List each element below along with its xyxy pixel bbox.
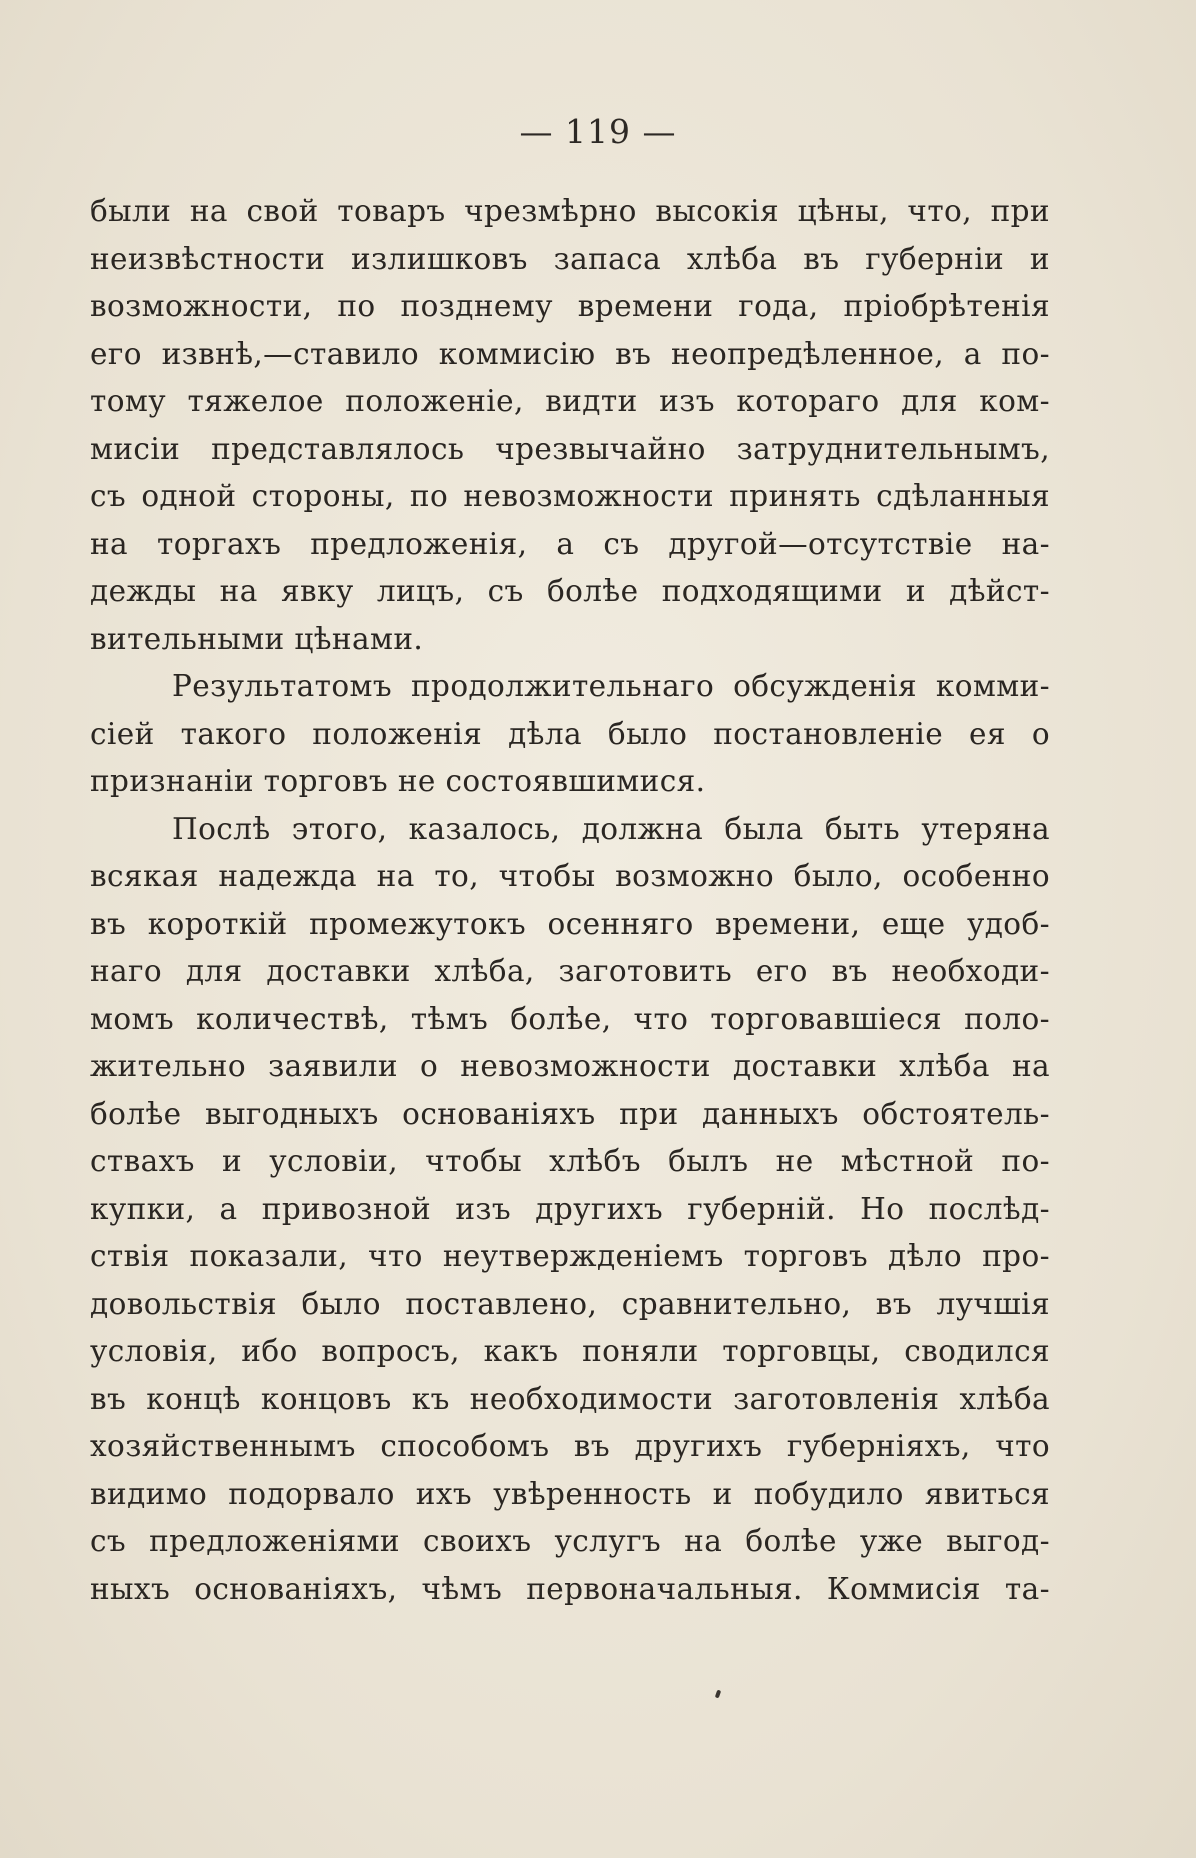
ink-speck	[715, 1690, 721, 1699]
text-line: въ короткій промежутокъ осенняго времени, еще удоб-	[90, 906, 1050, 941]
text-line: сіей такого положенія дѣла было постановленіе ея о	[90, 716, 1050, 751]
page-number: — 119 —	[519, 112, 677, 151]
text-line: на торгахъ предложенія, а съ другой—отсутствіе на-	[90, 526, 1050, 561]
text-line: съ предложеніями своихъ услугъ на болѣе уже выгод-	[90, 1524, 1050, 1558]
text-line: возможности, по позднему времени года, пріобрѣтенія	[90, 289, 1050, 323]
text-line: ствахъ и условіи, чтобы хлѣбъ былъ не мѣстной по-	[90, 1144, 1050, 1178]
text-line: признаніи торговъ не состоявшимися.	[90, 764, 706, 798]
text-line: ствія показали, что неутвержденіемъ торговъ дѣло про-	[90, 1239, 1050, 1273]
text-line: условія, ибо вопросъ, какъ поняли торговцы, сводился	[90, 1334, 1050, 1368]
text-line: момъ количествѣ, тѣмъ болѣе, что торговавшіеся поло-	[90, 1001, 1050, 1036]
text-line: его извнѣ,—ставило коммисію въ неопредѣленное, а по-	[90, 336, 1050, 371]
text-line: всякая надежда на то, чтобы возможно было, особенно	[90, 859, 1050, 893]
text-line: жительно заявили о невозможности доставки хлѣба на	[90, 1049, 1050, 1083]
text-line: довольствія было поставлено, сравнительно, въ лучшія	[90, 1286, 1050, 1321]
text-line: неизвѣстности излишковъ запаса хлѣба въ губерніи и	[90, 241, 1050, 276]
text-line: съ одной стороны, по невозможности принять сдѣланныя	[90, 479, 1050, 513]
text-line: болѣе выгодныхъ основаніяхъ при данныхъ обстоятель-	[90, 1096, 1050, 1131]
text-line: тому тяжелое положеніе, видти изъ котораго для ком-	[90, 384, 1050, 418]
text-line: ныхъ основаніяхъ, чѣмъ первоначальныя. Коммисія та-	[90, 1571, 1050, 1606]
text-line: были на свой товаръ чрезмѣрно высокія цѣны, что, при	[90, 194, 1050, 228]
text-line: въ концѣ концовъ къ необходимости заготовленія хлѣба	[90, 1381, 1050, 1416]
text-line: хозяйственнымъ способомъ въ другихъ губерніяхъ, что	[90, 1429, 1050, 1463]
text-line: наго для доставки хлѣба, заготовить его въ необходи-	[90, 954, 1050, 988]
paragraph-first-line: Результатомъ продолжительнаго обсужденія комми-	[172, 669, 1050, 703]
paragraph-first-line: Послѣ этого, казалось, должна была быть утеряна	[172, 811, 1050, 846]
text-line: мисіи представлялось чрезвычайно затруднительнымъ,	[90, 431, 1050, 466]
text-line: дежды на явку лицъ, съ болѣе подходящими и дѣйст-	[90, 574, 1050, 608]
text-line: видимо подорвало ихъ увѣренность и побудило явиться	[90, 1476, 1050, 1511]
text-line: вительными цѣнами.	[90, 621, 424, 656]
body-text	[90, 188, 1050, 1613]
text-line: купки, а привозной изъ другихъ губерній. Но послѣд-	[90, 1191, 1050, 1226]
